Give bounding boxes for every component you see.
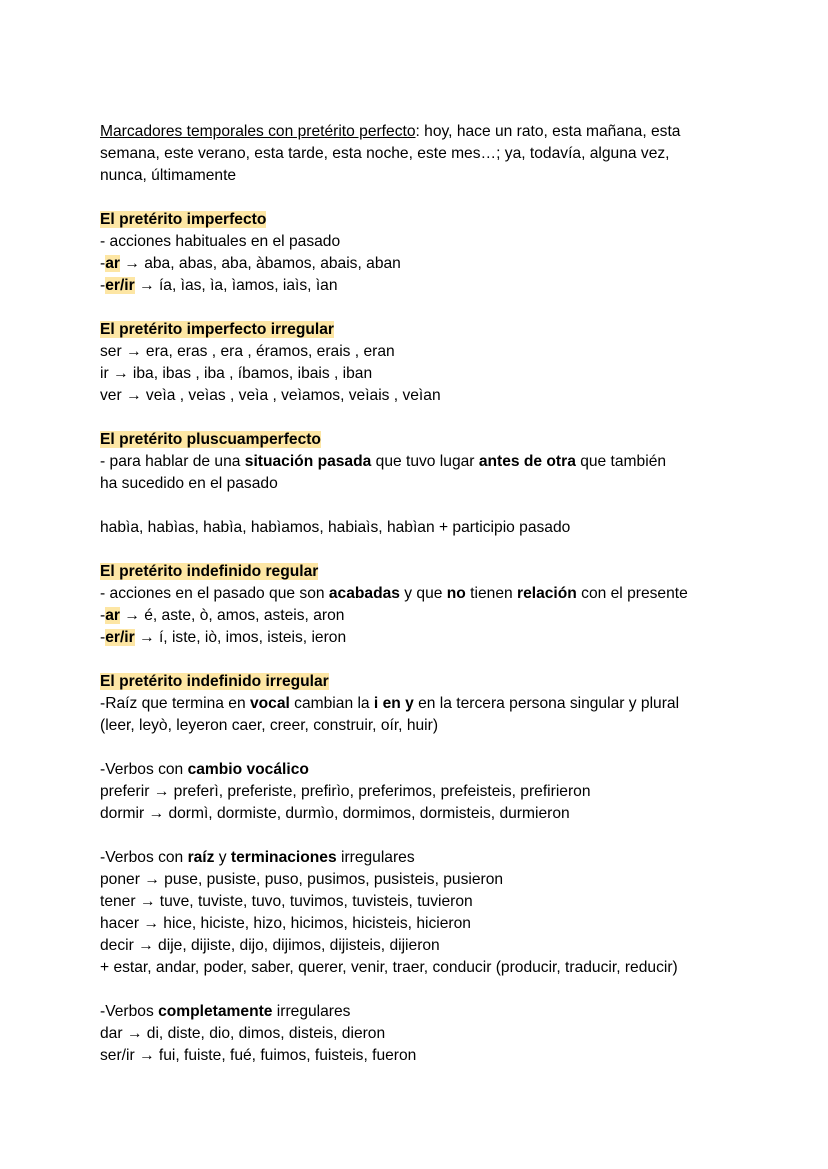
- bold-text: relación: [517, 585, 577, 602]
- text: - acciones en el pasado que son: [100, 585, 329, 602]
- conjugation-line: poner → puse, pusiste, puso, pusimos, pusisteis, pusieron: [100, 871, 504, 888]
- spacer: [100, 187, 800, 209]
- text: -Raíz que termina en: [100, 695, 250, 712]
- text: irregulares: [272, 1003, 351, 1020]
- imperfecto-heading: El pretérito imperfecto: [100, 211, 267, 228]
- spacer: [100, 539, 800, 561]
- pluscuamperfecto-forms: habìa, habìas, habìa, habìamos, habiaìs, habìan + participio pasado: [100, 519, 571, 536]
- pluscuamperfecto-desc-2: ha sucedido en el pasado: [100, 475, 278, 492]
- cambio-vocalico-heading: [100, 759, 800, 781]
- imperfecto-heading-line: [100, 209, 800, 231]
- imperfecto-erir-line: [100, 275, 800, 297]
- imperfecto-ar-line: [100, 253, 800, 275]
- text: - para hablar de una: [100, 453, 245, 470]
- completamente-irregulares-heading: [100, 1001, 800, 1023]
- ar-label: ar: [105, 255, 120, 272]
- intro-text-1: : hoy, hace un rato, esta mañana, esta: [415, 123, 681, 140]
- erir-label: er/ir: [105, 629, 135, 646]
- pluscuamperfecto-desc-1: [100, 451, 800, 473]
- spacer: [100, 407, 800, 429]
- indefinido-irregular-heading-line: [100, 671, 800, 693]
- imperfecto-irregular-heading-line: [100, 319, 800, 341]
- text: en la tercera persona singular y plural: [413, 695, 680, 712]
- bold-text: terminaciones: [230, 849, 337, 866]
- prefix: -: [100, 629, 106, 646]
- prefix: -: [100, 277, 106, 294]
- imperfecto-irregular-heading: El pretérito imperfecto irregular: [100, 321, 334, 338]
- conjugation-line: tener → tuve, tuviste, tuvo, tuvimos, tuvisteis, tuvieron: [100, 893, 473, 910]
- text: tienen: [465, 585, 517, 602]
- intro-line-1: [100, 121, 800, 143]
- spacer: [100, 979, 800, 1001]
- text: que también: [575, 453, 667, 470]
- erir-label: er/ir: [105, 277, 135, 294]
- ar-forms: → é, aste, ò, amos, asteis, aron: [119, 607, 345, 624]
- spacer: [100, 737, 800, 759]
- prefix: -: [100, 607, 106, 624]
- text: -Verbos con: [100, 849, 188, 866]
- bold-text: situación pasada: [244, 453, 372, 470]
- conjugation-line: decir → dije, dijiste, dijo, dijimos, dijisteis, dijieron: [100, 937, 440, 954]
- conjugation-line: ir → iba, ibas , iba , íbamos, ibais , iban: [100, 365, 373, 382]
- bold-text: i en y: [373, 695, 414, 712]
- conjugation-line: preferir → preferì, preferiste, prefirìo, preferimos, prefeisteis, prefirieron: [100, 783, 591, 800]
- spacer: [100, 297, 800, 319]
- intro-line-3: nunca, últimamente: [100, 167, 237, 184]
- erir-forms: → ía, ìas, ìa, ìamos, iaìs, ìan: [134, 277, 338, 294]
- raiz-vocal-line: [100, 693, 800, 715]
- bold-text: raíz: [187, 849, 215, 866]
- conjugation-line: ser → era, eras , era , éramos, erais , eran: [100, 343, 395, 360]
- conjugation-line: dar → di, diste, dio, dimos, disteis, dieron: [100, 1025, 386, 1042]
- text: cambian la: [289, 695, 374, 712]
- pluscuamperfecto-heading-line: [100, 429, 800, 451]
- conjugation-line: hacer → hice, hiciste, hizo, hicimos, hicisteis, hicieron: [100, 915, 471, 932]
- erir-forms: → í, iste, iò, imos, isteis, ieron: [134, 629, 347, 646]
- bold-text: vocal: [249, 695, 290, 712]
- text: que tuvo lugar: [371, 453, 479, 470]
- conjugation-line: dormir → dormì, dormiste, durmìo, dormimos, dormisteis, durmieron: [100, 805, 570, 822]
- pluscuamperfecto-heading: El pretérito pluscuamperfecto: [100, 431, 321, 448]
- imperfecto-desc: - acciones habituales en el pasado: [100, 233, 341, 250]
- spacer: [100, 825, 800, 847]
- document-content: [100, 121, 800, 1067]
- bold-text: antes de otra: [478, 453, 576, 470]
- spacer: [100, 495, 800, 517]
- text: -Verbos: [100, 1003, 159, 1020]
- indefinido-erir-line: [100, 627, 800, 649]
- spacer: [100, 649, 800, 671]
- indefinido-ar-line: [100, 605, 800, 627]
- conjugation-line: ser/ir → fui, fuiste, fué, fuimos, fuisteis, fueron: [100, 1047, 417, 1064]
- indefinido-regular-heading-line: [100, 561, 800, 583]
- indefinido-regular-heading: El pretérito indefinido regular: [100, 563, 319, 580]
- text: y: [214, 849, 231, 866]
- text: irregulares: [336, 849, 415, 866]
- bold-text: completamente: [158, 1003, 273, 1020]
- prefix: -: [100, 255, 106, 272]
- text: con el presente: [576, 585, 688, 602]
- ar-forms: → aba, abas, aba, àbamos, abais, aban: [119, 255, 401, 272]
- indefinido-regular-desc: [100, 583, 800, 605]
- raiz-terminaciones-heading: [100, 847, 800, 869]
- text: -Verbos con: [100, 761, 188, 778]
- bold-text: no: [446, 585, 466, 602]
- intro-line-2: semana, este verano, esta tarde, esta noche, este mes…; ya, todavía, alguna vez,: [100, 145, 670, 162]
- ar-label: ar: [105, 607, 120, 624]
- bold-text: cambio vocálico: [187, 761, 309, 778]
- indefinido-irregular-heading: El pretérito indefinido irregular: [100, 673, 329, 690]
- intro-label: Marcadores temporales con pretérito perfecto: [100, 123, 416, 140]
- raiz-vocal-examples: (leer, leyò, leyeron caer, creer, construir, oír, huir): [100, 717, 439, 734]
- text: y que: [399, 585, 447, 602]
- bold-text: acabadas: [328, 585, 400, 602]
- conjugation-line: ver → veìa , veìas , veìa , veìamos, veìais , veìan: [100, 387, 441, 404]
- conjugation-line: + estar, andar, poder, saber, querer, venir, traer, conducir (producir, traducir, reducir): [100, 959, 678, 976]
